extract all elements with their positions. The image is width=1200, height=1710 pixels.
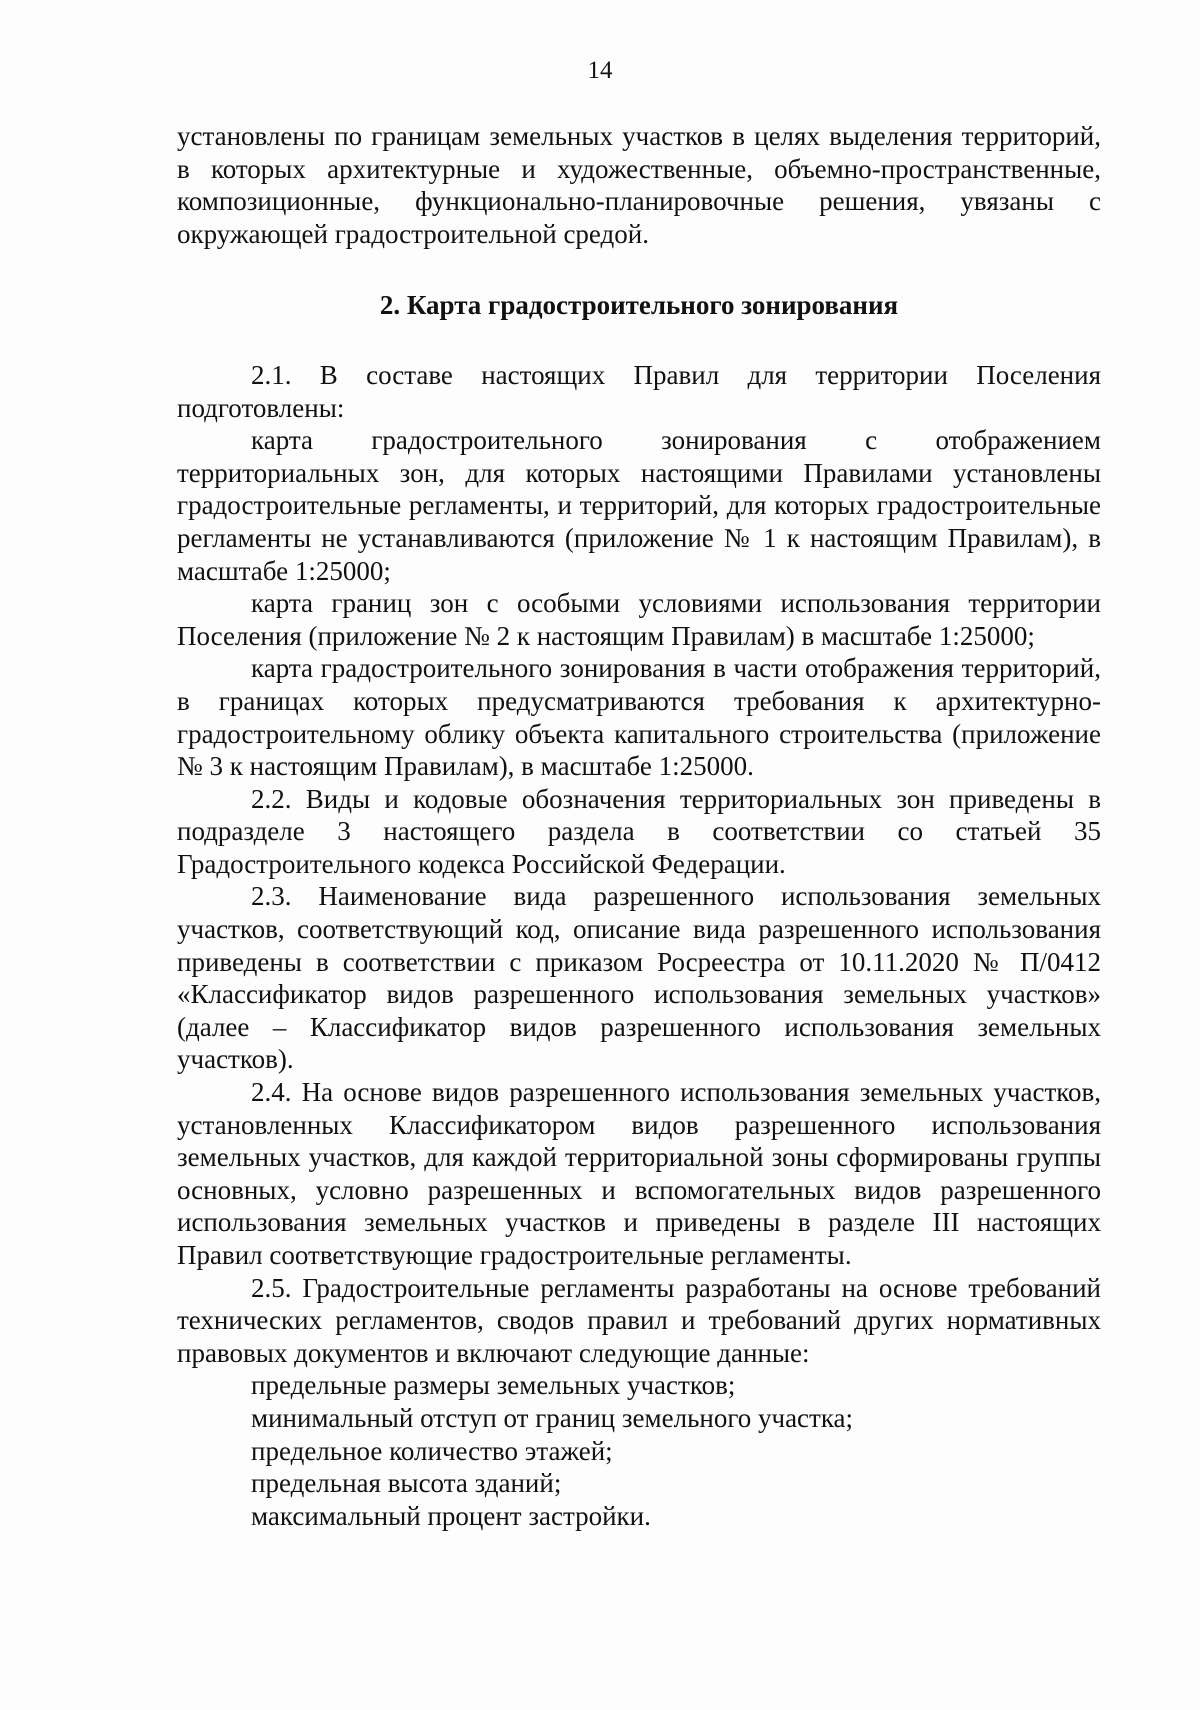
list-item: предельные размеры земельных участков; [251, 1370, 736, 1401]
paragraph-2-1-map-2: карта границ зон с особыми условиями использования территории Поселения (приложение № 2 к настоящим Правилам) в масштабе 1:25000; [177, 588, 1101, 651]
list-item: минимальный отступ от границ земельного участка; [251, 1402, 854, 1433]
paragraph-2-2: 2.2. Виды и кодовые обозначения территориальных зон приведены в подразделе 3 настоящего раздела в соответствии со статьей 35 Градостроительного кодекса Российской Федерации. [177, 783, 1101, 879]
paragraph-2-1-intro: 2.1. В составе настоящих Правил для территории Поселения подготовлены: [177, 359, 1101, 423]
document-body [177, 120, 1101, 1532]
list-item: максимальный процент застройки. [251, 1500, 651, 1531]
paragraph-2-4: 2.4. На основе видов разрешенного использования земельных участков, установленных Классификатором видов разрешенного использования земельных участков, для каждой территориальной зоны сформированы группы основных, условно разрешенных и вспомогательных видов разрешенного использования земельных участков и приведены в разделе III настоящих Правил соответствующие градостроительные регламенты. [177, 1077, 1101, 1270]
paragraph-2-1-map-3: карта градостроительного зонирования в части отображения территорий, в границах которых предусматриваются требования к архитектурно-градостроительному облику объекта капитального строительства (приложение № 3 к настоящим Правилам), в масштабе 1:25000. [177, 653, 1101, 782]
paragraph-2-5: 2.5. Градостроительные регламенты разработаны на основе требований технических регламентов, сводов правил и требований других нормативных правовых документов и включают следующие данные: [177, 1272, 1101, 1368]
list-item: предельная высота зданий; [251, 1468, 562, 1499]
continuation-paragraph: установлены по границам земельных участков в целях выделения территорий, в которых архитектурные и художественные, объемно-пространственные, композиционные, функционально-планировочные решения, увязаны с окружающей градостроительной средой. [177, 121, 1101, 249]
paragraph-2-1-map-1: карта градостроительного зонирования с отображением территориальных зон, для которых настоящими Правилами установлены градостроительные регламенты, и территорий, для которых градостроительные регламенты не устанавливаются (приложение № 1 к настоящим Правилам), в масштабе 1:25000; [177, 425, 1101, 586]
list-item: предельное количество этажей; [251, 1435, 613, 1466]
page-number: 14 [587, 57, 613, 84]
section-heading: 2. Карта градостроительного зонирования [379, 290, 899, 321]
paragraph-2-3: 2.3. Наименование вида разрешенного использования земельных участков, соответствующий код, описание вида разрешенного использования приведены в соответствии с приказом Росреестра от 10.11.2020 № П/0412 «Классификатор видов разрешенного использования земельных участков» (далее – Классификатор видов разрешенного использования земельных участков). [177, 881, 1101, 1075]
